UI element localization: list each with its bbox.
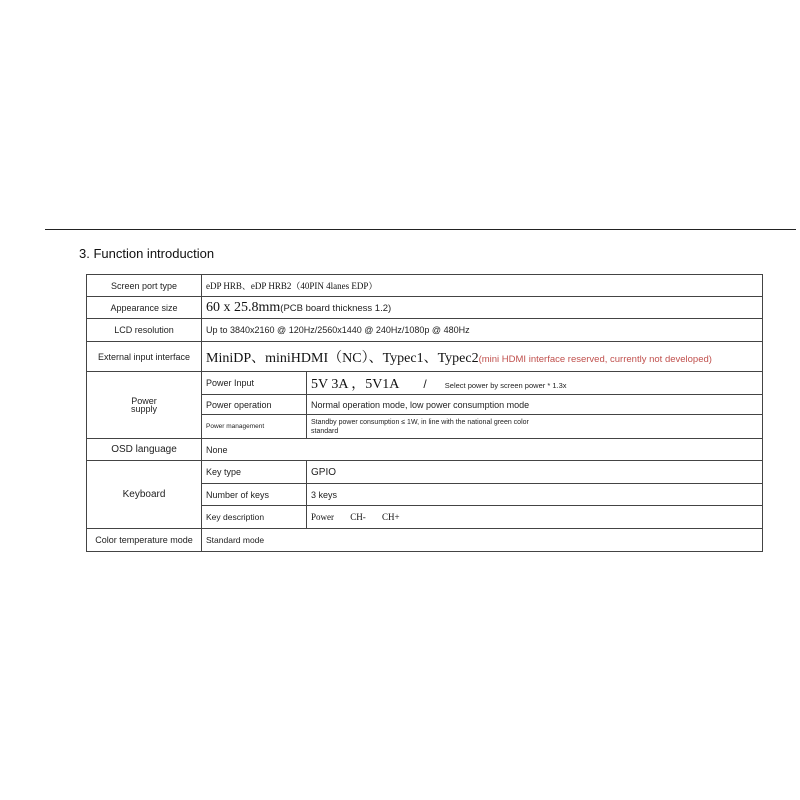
- spec-table: [86, 274, 763, 552]
- lcd-resolution-label: LCD resolution: [87, 319, 202, 342]
- screen-port-label: Screen port type: [87, 275, 202, 297]
- key-type-value: GPIO: [307, 461, 763, 484]
- osd-language-value: None: [202, 439, 763, 461]
- external-input-value: [202, 342, 763, 372]
- key-description-label: Key description: [202, 506, 307, 529]
- power-input-slash: /: [423, 377, 427, 391]
- row-screen-port: [87, 275, 763, 297]
- lcd-resolution-value: Up to 3840x2160 @ 120Hz/2560x1440 @ 240Hz/1080p @ 480Hz: [202, 319, 763, 342]
- power-input-main: 5V 3A ，5V1A: [311, 377, 400, 392]
- osd-language-label: OSD language: [87, 439, 202, 461]
- external-input-label: External input interface: [87, 342, 202, 372]
- key-power: Power: [311, 512, 334, 522]
- number-of-keys-value: 3 keys: [307, 484, 763, 506]
- number-of-keys-label: Number of keys: [202, 484, 307, 506]
- key-ch-minus: CH-: [350, 512, 366, 522]
- appearance-label: Appearance size: [87, 297, 202, 319]
- power-input-note: Select power by screen power * 1.3x: [444, 381, 567, 390]
- power-supply-label-line1: Power: [131, 396, 157, 406]
- row-key-type: [87, 461, 763, 484]
- key-type-label: Key type: [202, 461, 307, 484]
- power-management-value: [307, 415, 763, 439]
- key-description-value: [307, 506, 763, 529]
- horizontal-rule: [45, 229, 796, 230]
- power-operation-value: Normal operation mode, low power consumption mode: [307, 395, 763, 415]
- power-supply-label: [87, 372, 202, 439]
- row-lcd-resolution: [87, 319, 763, 342]
- appearance-size: 60 x 25.8mm: [206, 299, 281, 315]
- power-management-text: Standby power consumption ≤ 1W, in line with the national green color standard: [311, 418, 529, 435]
- external-input-ports: MiniDP、miniHDMI（NC）、Typec1、Typec2: [206, 350, 479, 366]
- key-ch-plus: CH+: [382, 512, 400, 522]
- row-color-temperature: [87, 529, 763, 552]
- power-input-value: [307, 372, 763, 395]
- row-osd-language: [87, 439, 763, 461]
- power-management-label: Power management: [202, 415, 307, 439]
- appearance-value: [202, 297, 763, 319]
- keyboard-label: Keyboard: [87, 461, 202, 529]
- power-supply-label-line2: supply: [130, 404, 157, 414]
- color-temperature-label: Color temperature mode: [87, 529, 202, 552]
- appearance-note: (PCB board thickness 1.2): [280, 302, 392, 314]
- row-external-input: [87, 342, 763, 372]
- section-title: 3. Function introduction: [79, 246, 215, 261]
- screen-port-value: eDP HRB、eDP HRB2（40PIN 4lanes EDP）: [202, 275, 763, 297]
- row-power-input: [87, 372, 763, 395]
- row-appearance: [87, 297, 763, 319]
- external-input-note: (mini HDMI interface reserved, currently not developed): [478, 353, 712, 365]
- power-input-label: Power Input: [202, 372, 307, 395]
- power-operation-label: Power operation: [202, 395, 307, 415]
- color-temperature-value: Standard mode: [202, 529, 763, 552]
